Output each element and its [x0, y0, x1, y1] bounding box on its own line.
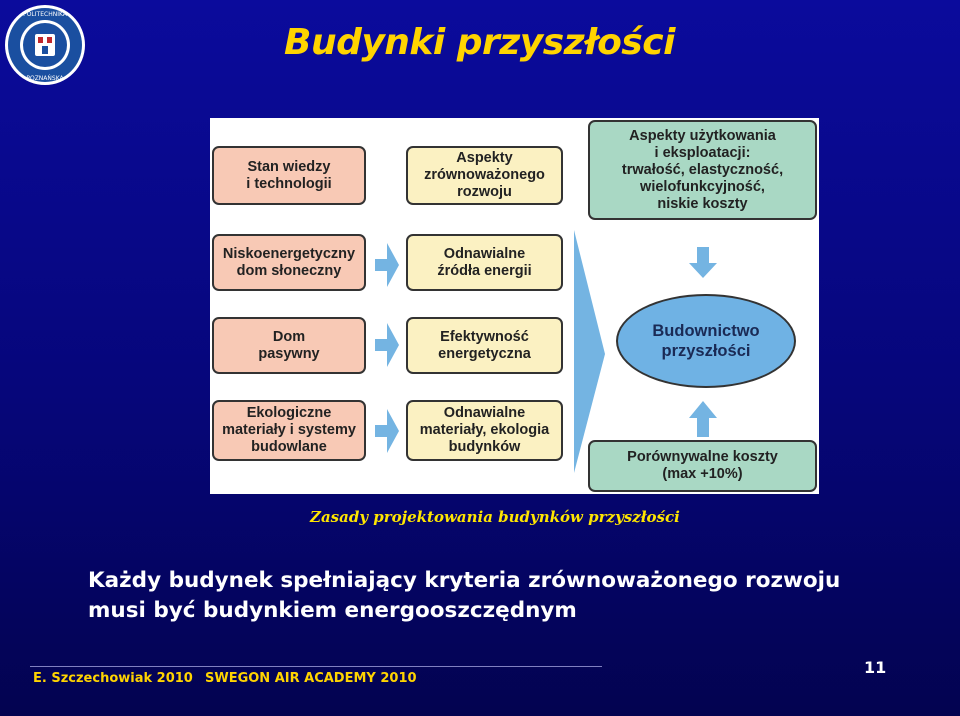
- main-statement-line-2: musi być budynkiem energooszczędnym: [88, 598, 577, 623]
- box-usage-aspects: Aspekty użytkowania i eksploatacji: trwałość, elastyczność, wielofunkcyjność, niskie koszty: [588, 120, 817, 220]
- main-statement-line-1: Każdy budynek spełniający kryteria zrównoważonego rozwoju: [88, 568, 841, 593]
- ellipse-future-construction: Budownictwo przyszłości: [616, 294, 796, 388]
- university-logo: [4, 4, 86, 86]
- diagram-caption: Zasady projektowania budynków przyszłości: [310, 508, 680, 526]
- box-ecological-materials: Ekologiczne materiały i systemy budowlane: [212, 400, 366, 461]
- box-comparable-costs: Porównywalne koszty (max +10%): [588, 440, 817, 492]
- box-renewable-energy: Odnawialne źródła energii: [406, 234, 563, 291]
- footer-event: SWEGON AIR ACADEMY 2010: [205, 671, 417, 686]
- box-sustainability: Aspekty zrównoważonego rozwoju: [406, 146, 563, 205]
- box-energy-efficiency: Efektywność energetyczna: [406, 317, 563, 374]
- footer-divider: [30, 666, 602, 667]
- page-number: 11: [864, 658, 887, 677]
- arrow-up: [689, 401, 717, 437]
- arrow-down: [689, 247, 717, 278]
- box-passive-house: Dom pasywny: [212, 317, 366, 374]
- svg-text:POLITECHNIKA: POLITECHNIKA: [23, 11, 67, 18]
- footer-author: E. Szczechowiak 2010: [33, 671, 193, 686]
- main-statement: [88, 566, 840, 626]
- big-arrow-right: [574, 230, 605, 473]
- box-knowledge: Stan wiedzy i technologii: [212, 146, 366, 205]
- box-low-energy-house: Niskoenergetyczny dom słoneczny: [212, 234, 366, 291]
- future-buildings-diagram: [210, 118, 819, 494]
- arrow-right-1: [375, 243, 399, 287]
- arrow-right-2: [375, 323, 399, 367]
- arrow-right-3: [375, 409, 399, 453]
- box-renewable-materials: Odnawialne materiały, ekologia budynków: [406, 400, 563, 461]
- slide-title: Budynki przyszłości: [284, 22, 675, 63]
- svg-text:POZNAŃSKA: POZNAŃSKA: [26, 75, 64, 82]
